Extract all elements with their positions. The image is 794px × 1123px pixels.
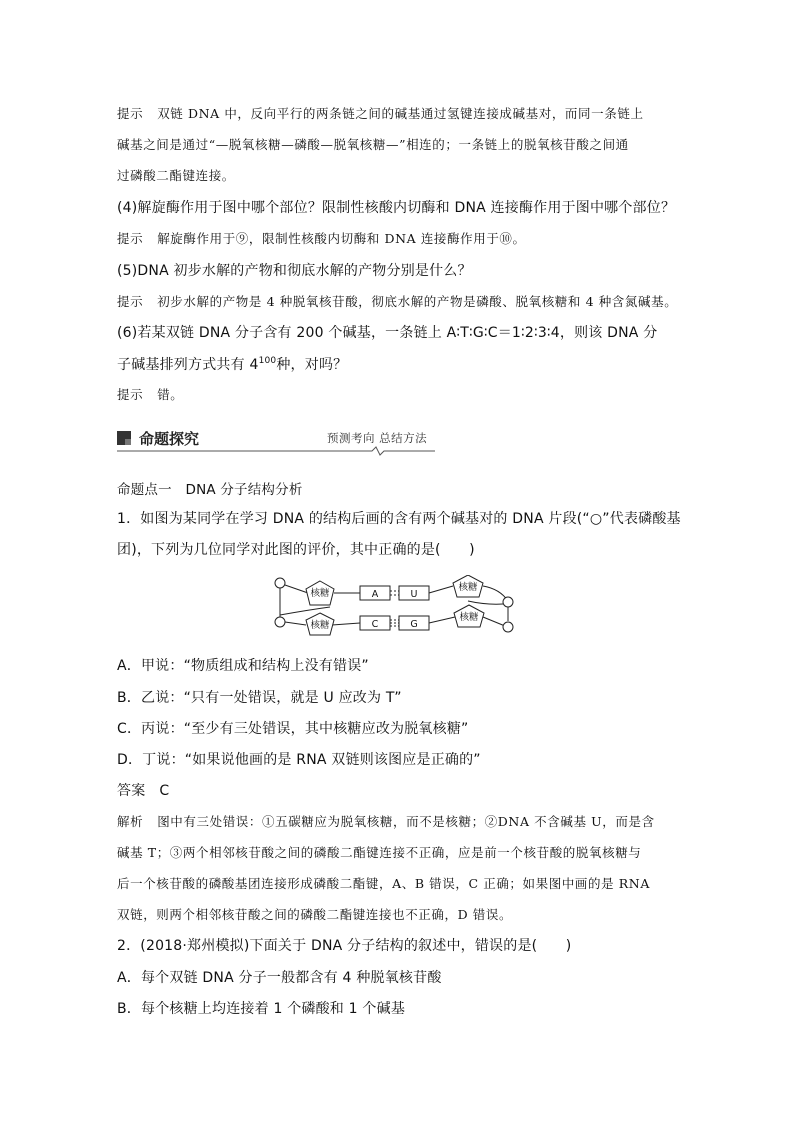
- hint-label: 提示: [117, 387, 144, 402]
- bond-base-u-sugar3: [429, 586, 453, 593]
- q1-analysis-line-3: 后一个核苷酸的磷酸基团连接形成磷酸二酯键，A、B 错误，C 正确；如果图中画的是 RNA: [117, 876, 650, 891]
- question-5: (5)DNA 初步水解的产物和彻底水解的产物分别是什么？: [117, 263, 472, 279]
- answer-label: 答案: [117, 783, 146, 799]
- hint-label: 提示: [117, 231, 144, 246]
- q1-analysis-line-1: [117, 812, 655, 830]
- q1-line-1: 1．如图为某同学在学习 DNA 的结构后画的含有两个碱基对的 DNA 片段(“○”代表磷酸基: [117, 511, 681, 527]
- q1-line-2: 团)，下列为几位同学对此图的评价，其中正确的是( ): [117, 542, 475, 558]
- dna-diagram: [268, 575, 523, 639]
- sugar-label-3: 核糖: [458, 582, 478, 593]
- q6-text-pre: 子碱基排列方式共有 4: [117, 357, 259, 373]
- q6-exponent: 100: [258, 356, 277, 366]
- topic-heading: 命题点一 DNA 分子结构分析: [117, 482, 303, 498]
- sugar-label-1: 核糖: [310, 588, 330, 599]
- sugar-label-4: 核糖: [459, 612, 479, 623]
- base-label-a: A: [371, 589, 379, 600]
- hint-6-text: 错。: [157, 387, 184, 402]
- bond-sugar3-p3-alt: [468, 601, 503, 604]
- phosphate-circle: [503, 622, 513, 632]
- bond-p1-sugar1: [285, 585, 308, 593]
- base-label-u: U: [410, 589, 418, 600]
- hint-5-text: 初步水解的产物是 4 种脱氧核苷酸，彻底水解的产物是磷酸、脱氧核糖和 4 种含氮碱基。: [157, 294, 678, 309]
- question-6-line-1: (6)若某双链 DNA 分子含有 200 个碱基，一条链上 A∶T∶G∶C＝1∶2∶3∶4，则该 DNA 分: [117, 325, 658, 341]
- hint-5: [117, 292, 677, 310]
- bond-p2-sugar2: [285, 622, 306, 625]
- q1-option-a: A．甲说：“物质组成和结构上没有错误”: [117, 658, 369, 674]
- q1-option-c: C．丙说：“至少有三处错误，其中核糖应改为脱氧核糖”: [117, 721, 469, 737]
- analysis-text: 图中有三处错误：①五碳糖应为脱氧核糖，而不是核糖；②DNA 不含碱基 U，而是含: [157, 814, 655, 829]
- bond-sugar2-base-c: [332, 623, 360, 625]
- q2-option-a: A．每个双链 DNA 分子一般都含有 4 种脱氧核苷酸: [117, 970, 442, 986]
- q1-answer: [117, 780, 169, 800]
- section-title: 命题探究: [139, 430, 200, 448]
- section-header: [117, 425, 435, 455]
- hint-label: 提示: [117, 106, 144, 121]
- q1-option-d: D．丁说：“如果说他画的是 RNA 双链则该图应是正确的”: [117, 752, 481, 768]
- hint-1-line-2: 碱基之间是通过“—脱氧核糖—磷酸—脱氧核糖—”相连的；一条链上的脱氧核苷酸之间通: [117, 137, 629, 152]
- phosphate-circle: [275, 617, 285, 627]
- analysis-label: 解析: [117, 814, 144, 829]
- sugar-label-2: 核糖: [310, 620, 330, 631]
- phosphate-circle: [275, 578, 285, 588]
- answer-value: C: [159, 783, 170, 799]
- q1-analysis-line-2: 碱基 T；③两个相邻核苷酸之间的磷酸二酯键连接不正确，应是前一个核苷酸的脱氧核糖与: [117, 845, 642, 860]
- hint-1-line-1: [117, 104, 644, 122]
- q1-option-b: B．乙说：“只有一处错误，就是 U 应改为 T”: [117, 690, 402, 706]
- question-6-line-2: [117, 354, 347, 374]
- phosphate-circle: [503, 597, 513, 607]
- hint-1-line-3: 过磷酸二酯键连接。: [117, 168, 235, 183]
- hint-4: [117, 229, 526, 247]
- hint-label: 提示: [117, 294, 144, 309]
- base-label-g: G: [410, 619, 418, 630]
- q1-analysis-line-4: 双链，则两个相邻核苷酸之间的磷酸二酯键连接也不正确，D 错误。: [117, 907, 513, 922]
- hint-6: [117, 385, 183, 403]
- question-4: (4)解旋酶作用于图中哪个部位？限制性核酸内切酶和 DNA 连接酶作用于图中哪个部位？: [117, 200, 676, 216]
- q2-line-1: 2．(2018·郑州模拟)下面关于 DNA 分子结构的叙述中，错误的是( ): [117, 938, 572, 954]
- base-label-c: C: [371, 619, 379, 630]
- bond-base-g-sugar4: [429, 617, 455, 623]
- bond-sugar4-p4: [483, 617, 505, 626]
- section-square-icon: [117, 431, 131, 445]
- q6-text-post: 种，对吗？: [276, 357, 348, 373]
- section-subtitle: 预测考向 总结方法: [327, 431, 428, 445]
- hint-1-text: 双链 DNA 中，反向平行的两条链之间的碱基通过氢键连接成碱基对，而同一条链上: [157, 106, 644, 121]
- hint-4-text: 解旋酶作用于⑨，限制性核酸内切酶和 DNA 连接酶作用于⑩。: [157, 231, 526, 246]
- q2-option-b: B．每个核糖上均连接着 1 个磷酸和 1 个碱基: [117, 1001, 406, 1017]
- section-rule: [117, 445, 435, 457]
